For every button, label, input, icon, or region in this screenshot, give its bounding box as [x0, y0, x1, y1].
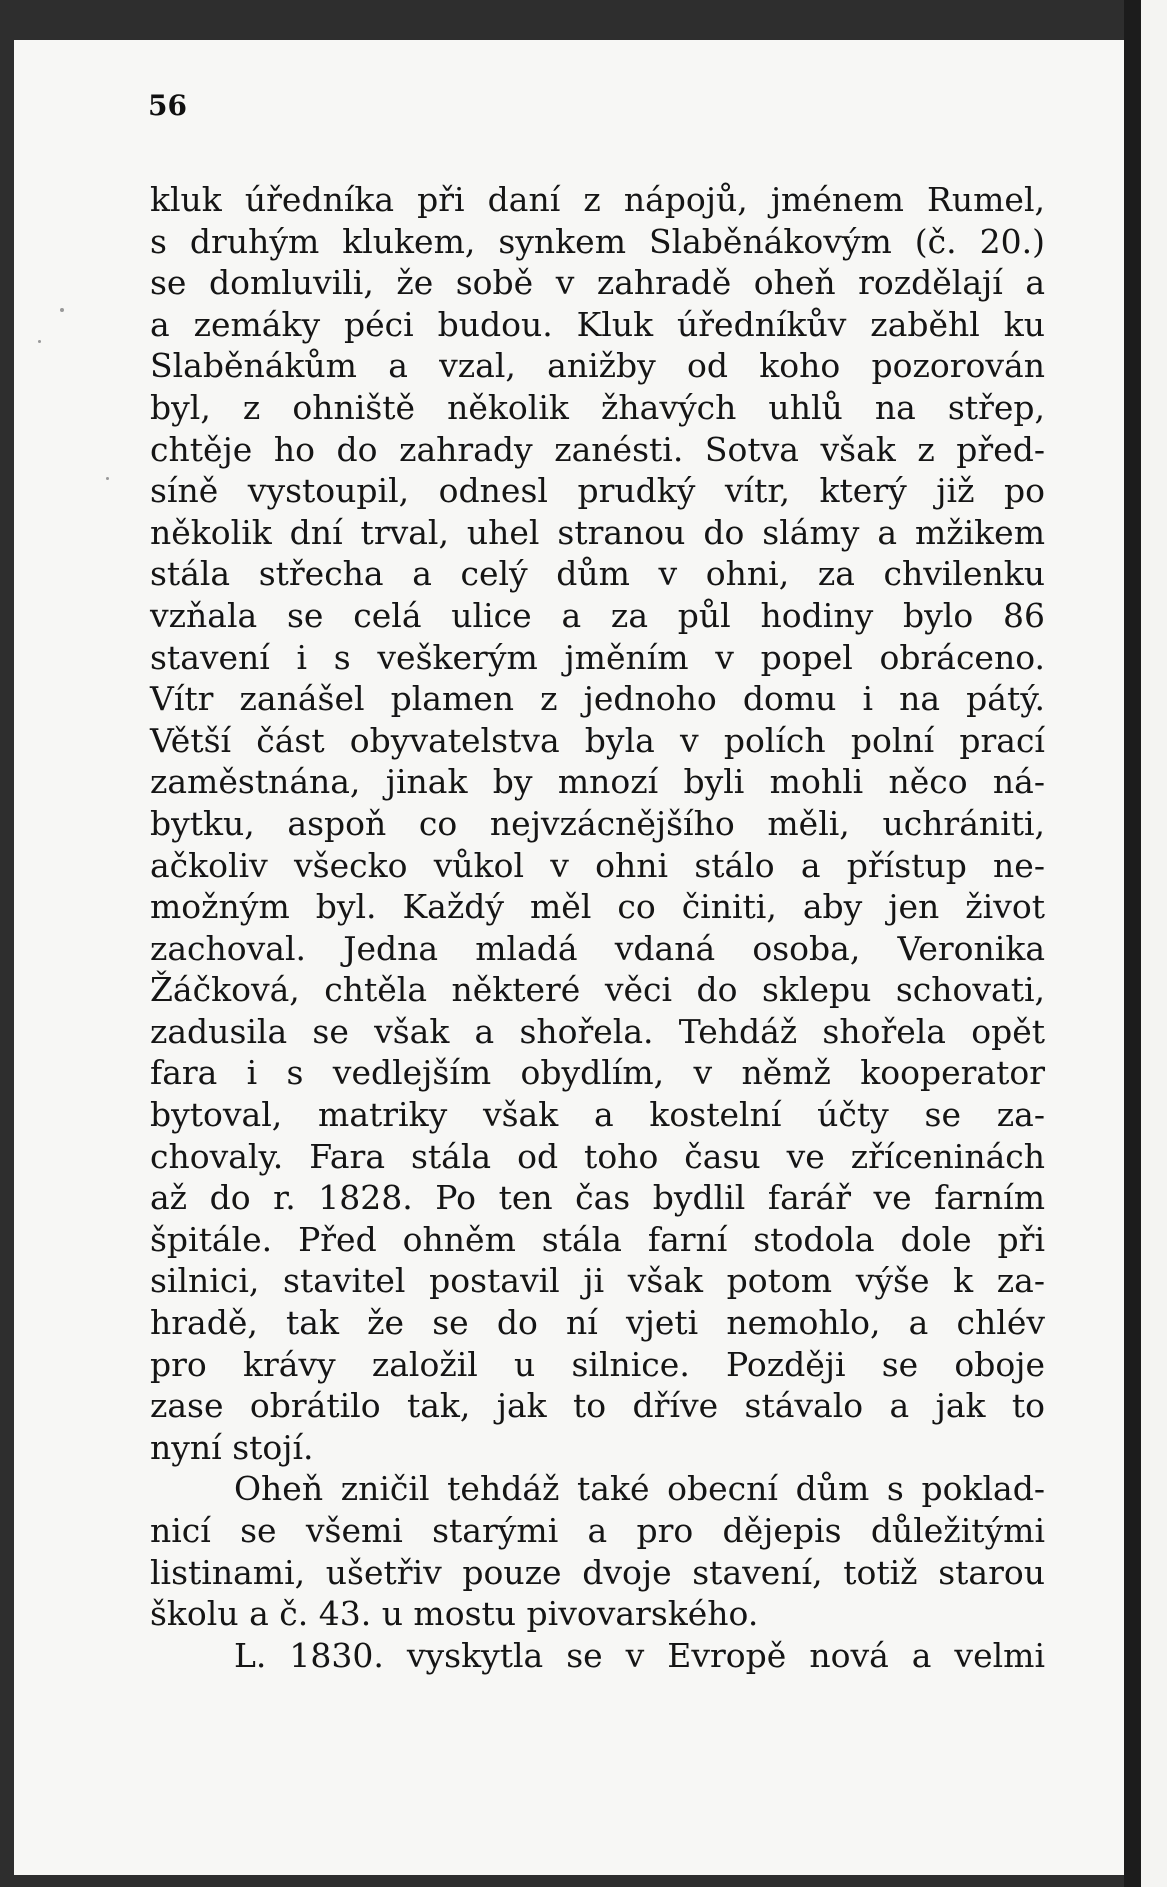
text-line: ačkoliv všecko vůkol v ohni stálo a přístup ne- [150, 845, 1045, 885]
text-line: chtěje ho do zahrady zanésti. Sotva však z před- [150, 429, 1045, 469]
text-line: silnici, stavitel postavil ji však potom výše k za- [150, 1261, 1045, 1301]
text-line: až do r. 1828. Po ten čas bydlil farář ve farním [150, 1178, 1045, 1218]
text-line: vzňala se celá ulice a za půl hodiny bylo 86 [150, 595, 1045, 635]
body-text [150, 179, 1045, 1676]
text-line: Větší část obyvatelstva byla v polích polní prací [150, 720, 1045, 760]
text-line: špitále. Před ohněm stála farní stodola dole při [150, 1219, 1045, 1259]
text-line: pro krávy založil u silnice. Později se oboje [150, 1344, 1045, 1384]
text-line: zase obrátilo tak, jak to dříve stávalo a jak to [150, 1386, 1045, 1426]
text-line: byl, z ohniště několik žhavých uhlů na střep, [150, 387, 1045, 427]
text-line: kluk úředníka při daní z nápojů, jménem Rumel, [150, 180, 1045, 219]
text-line: fara i s vedlejším obydlím, v němž kooperator [150, 1053, 1045, 1093]
text-line: možným byl. Každý měl co činiti, aby jen život [150, 887, 1045, 927]
text-line: Vítr zanášel plamen z jednoho domu i na pátý. [150, 679, 1045, 719]
text-line-paragraph-start: Oheň zničil tehdáž také obecní dům s poklad- [234, 1469, 1045, 1509]
text-line: stála střecha a celý dům v ohni, za chvilenku [150, 554, 1045, 594]
text-line: a zemáky péci budou. Kluk úředníkův zaběhl ku [150, 304, 1045, 344]
text-line: chovaly. Fara stála od toho času ve zříceninách [150, 1136, 1045, 1176]
text-line: se domluvili, že sobě v zahradě oheň rozdělají a [150, 263, 1045, 303]
text-line: zaměstnána, jinak by mnozí byli mohli něco ná- [150, 762, 1045, 802]
text-line: Žáčková, chtěla některé věci do sklepu schovati, [150, 970, 1045, 1010]
text-line: listinami, ušetřiv pouze dvoje stavení, totiž starou [150, 1552, 1045, 1592]
text-line: síně vystoupil, odnesl prudký vítr, který již po [150, 471, 1045, 511]
text-line: několik dní trval, uhel stranou do slámy a mžikem [150, 512, 1045, 552]
text-line: zachoval. Jedna mladá vdaná osoba, Veronika [150, 928, 1045, 968]
text-line: zadusila se však a shořela. Tehdáž shořela opět [150, 1011, 1045, 1051]
text-line: bytoval, matriky však a kostelní účty se za- [150, 1095, 1045, 1135]
paper-speck [60, 308, 64, 312]
text-line: bytku, aspoň co nejvzácnějšího měli, uchrániti, [150, 803, 1045, 843]
paper-speck [106, 477, 109, 480]
text-line-paragraph-start: L. 1830. vyskytla se v Evropě nová a velmi [234, 1635, 1045, 1675]
next-page-edge [1141, 0, 1167, 1887]
text-line: školu a č. 43. u mostu pivovarského. [150, 1594, 759, 1634]
page-number: 56 [148, 89, 187, 122]
page-gutter-shadow [1124, 0, 1141, 1887]
text-line: Slaběnákům a vzal, anižby od koho pozorován [150, 346, 1045, 386]
paper-speck [38, 340, 41, 343]
text-line: s druhým klukem, synkem Slaběnákovým (č. 20.) [150, 221, 1045, 261]
text-line: hradě, tak že se do ní vjeti nemohlo, a chlév [150, 1303, 1045, 1343]
text-line: nyní stojí. [150, 1427, 314, 1467]
text-line: nicí se všemi starými a pro dějepis důležitými [150, 1511, 1045, 1550]
text-line: stavení i s veškerým jměním v popel obráceno. [150, 637, 1045, 677]
